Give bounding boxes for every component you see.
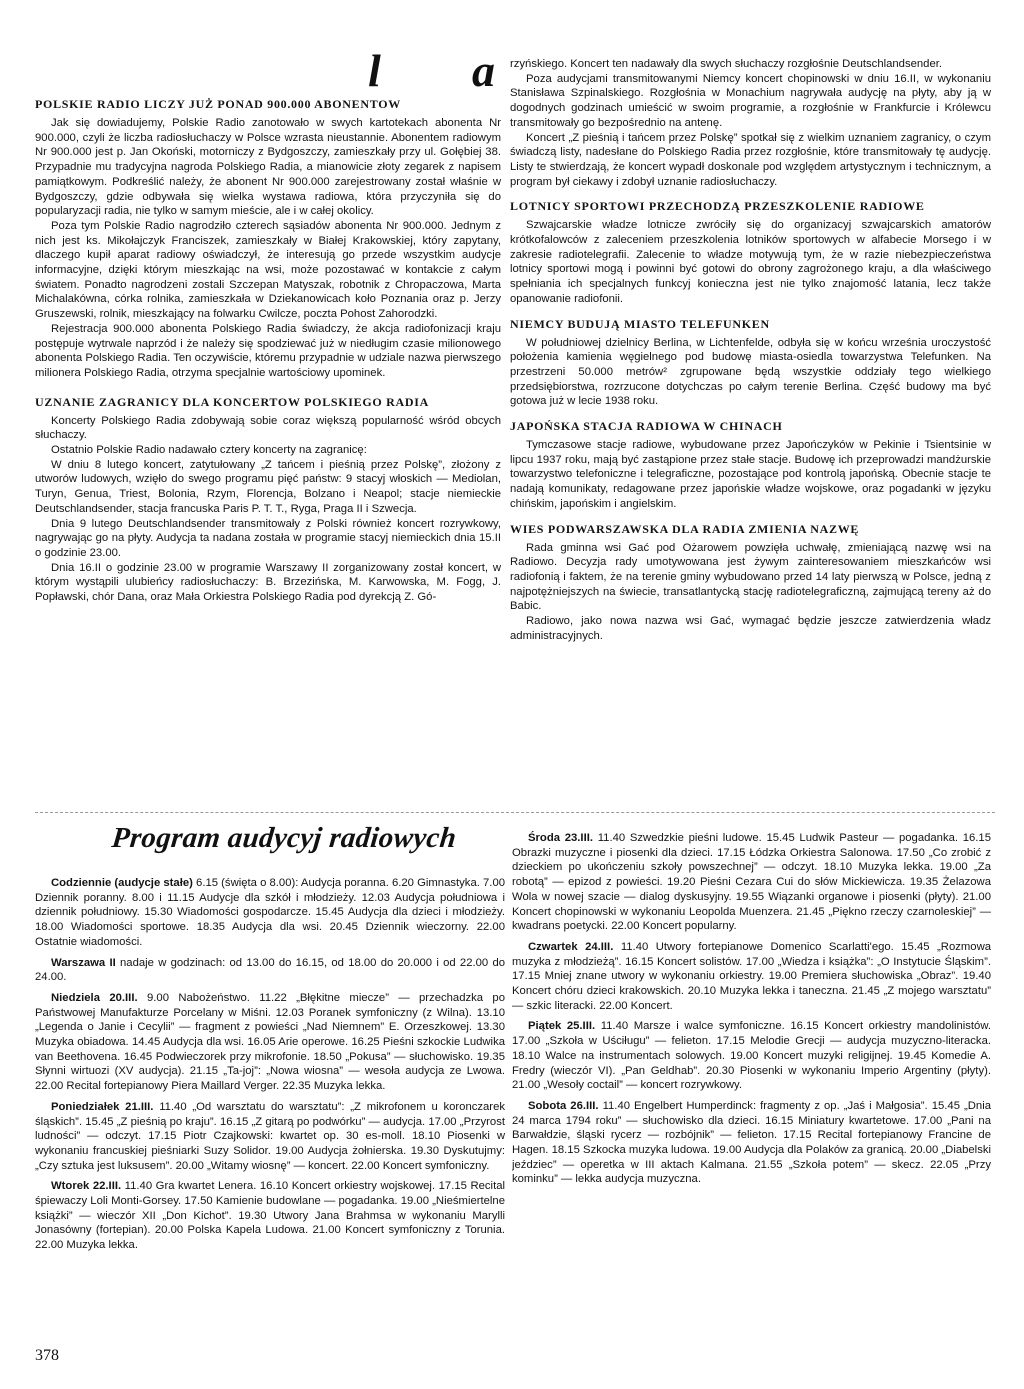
article-paragraph: W południowej dzielnicy Berlina, w Lichtenfelde, odbyła się w końcu września uroczystość położenia kamienia węgielnego pod budowę miasta-osiedla towarzystwa Telefunken. Na przestrzeni 50.000 metrów² zgrupowane będą wszystkie oddziały tego wielkiego przedsiębiorstwa, rozrzucone dotychczas po całym terenie Berlina. Część budowy ma być gotowa już w lecie 1938 roku. (510, 336, 991, 408)
program-entry-text: 9.00 Nabożeństwo. 11.22 „Błękitne miecze” — przechadzka po Państwowej Manufakturze Porcelany w Miśni. 12.03 Poranek symfoniczny (z Wilna). 13.10 „Legenda o Janie i Cecylii” — fragment z powieści „Nad Niemnem” E. Orzeszkowej. 13.30 Muzyka obiadowa. 14.45 Audycja dla wsi. 16.05 Arie operowe. 16.25 Pieśni szkockie Ludwika van Beethovena. 16.45 Podwieczorek przy mikrofonie. 18.50 „Pokusa” — słuchowisko. 19.35 Słynni wirtuozi (XV audycja). 21.15 „Ta-joj”: „Nowa wiosna” — wesoła audycja ze Lwowa. 22.00 Recital fortepianowy Piera Maillard Verger. 22.35 Muzyka lekka. (35, 991, 505, 1093)
program-entry-text: 11.40 Utwory fortepianowe Domenico Scarlatti'ego. 15.45 „Rozmowa muzyka z młodzieżą”. 16.15 Koncert solistów. 17.00 „Wiedza i książka”: „O Instytucie Śląskim”. 17.15 Mniej znane utwory w wykonaniu orkiestry. 19.00 Premiera słuchowiska „Obraz”. 19.40 Koncert chóru dzieci krakowskich. 20.10 Muzyka lekka i taneczna. 21.45 „Z mojego warsztatu” — szkic literacki. 22.00 Koncert. (512, 940, 991, 1012)
news-column-left (35, 97, 501, 805)
article-continuation: rzyńskiego. Koncert ten nadawały dla swych słuchaczy rozgłośnie Deutschlandsender. (510, 58, 943, 70)
program-entry-text: 11.40 Engelbert Humperdinck: fragmenty z op. „Jaś i Małgosia”. 15.45 „Dnia 24 marca 1794 roku” — słuchowisko dla dzieci. 16.15 Miniatury kwartetowe. 17.00 „Pani na Barwałdzie, śląski rycerz — rozbójnik” — felieton. 17.15 Recital fortepianowy Francine de Hagen. 18.15 Szkocka muzyka ludowa. 19.00 Audycja dla Polaków za granicą. 20.00 „Diabelski jeździec” — operetka w III aktach Kalmana. 21.55 „Szkoła potem” — skecz. 22.05 „Przy kominku” — lekka audycja muzyczna. (512, 1099, 991, 1186)
article-paragraph: Poza audycjami transmitowanymi Niemcy koncert chopinowski w dniu 16.II, w wykonaniu Stanisława Szpinalskiego. Rozgłośnia w Monachium nagrywała audycję na płyty, aby ją w dogodnych godzinach umieścić w swoim programie, a rozgłośnie w Frankfurcie i Królewcu transmitowały go bezpośrednio na antenę. (510, 72, 991, 129)
program-entry (512, 831, 991, 934)
program-entry (512, 940, 991, 1014)
article-heading: JAPOŃSKA STACJA RADIOWA W CHINACH (510, 419, 783, 434)
program-entry-day: Czwartek 24.III. (528, 940, 614, 953)
program-entry (35, 956, 505, 985)
article-paragraph: Poza tym Polskie Radio nagrodziło czterech sąsiadów abonenta Nr 900.000. Jednym z nich jest ks. Mikołajczyk Franciszek, zamieszkały w Białej Krakowskiej, który zapytany, dlaczego kupił aparat radiowy oświadczył, że interesują go przede wszystkim audycje informacyjne, dzięki którym mieszkając na wsi, może pozostawać w kontakcie z całym światem. Ponadto nagrodzeni zostali Szczepan Matyszak, robotnik z Chropaczowa, Marta Michalakówna, córka rolnika, zamieszkała w Dziekanowicach koło Poznania oraz p. Jerzy Gruszewski, rolnik, mieszkający na folwarku Cwilcze, poczta Pohost Zahorodzki. (35, 219, 501, 321)
section-divider (35, 812, 995, 813)
article-paragraph: Dnia 16.II o godzinie 23.00 w programie Warszawy II zorganizowany został koncert, w którym wystąpili ulubieńcy radiosłuchaczy: B. Brzezińska, M. Karwowska, M. Fogg, J. Popławski, chór Dana, oraz Mała Orkiestra Polskiego Radia pod dyrekcją Z. Gó- (35, 561, 501, 604)
program-entry-day: Sobota 26.III. (528, 1099, 599, 1112)
program-entry-day: Poniedziałek 21.III. (51, 1100, 154, 1113)
article-heading: WIES PODWARSZAWSKA DLA RADIA ZMIENIA NAZWĘ (510, 521, 860, 536)
program-entry-day: Warszawa II (51, 956, 116, 969)
article-paragraph: Radiowo, jako nowa nazwa wsi Gać, wymagać będzie jeszcze zatwierdzenia władz administracyjnych. (510, 615, 991, 642)
program-column-right (512, 831, 991, 1328)
program-entry (35, 1179, 505, 1253)
program-entry-text: 11.40 Szwedzkie pieśni ludowe. 15.45 Ludwik Pasteur — pogadanka. 16.15 Obrazki muzyczne i piosenki dla dzieci. 17.15 Łódzka Orkiestra Salonowa. 17.50 „Co zrobić z dzieckiem po ukończeniu szkoły powszechnej” — odczyt. 18.10 Muzyka lekka. 19.00 „Za robotą” — epizod z powieści. 19.20 Pieśni Cezara Cui do słów Mickiewicza. 19.35 Żelazowa Wola w nowej szacie — dialog dyskusyjny. 19.55 Wiązanki organowe i piosenki (płyty). 21.00 Koncert chopinowski w wykonaniu Leopolda Muenzera. 21.45 „Piękno rzeczy czarnoleskiej” — kwadrans poetycki. 22.00 Koncert popularny. (512, 832, 991, 933)
article-paragraph: Ostatnio Polskie Radio nadawało cztery koncerty na zagranicę: (51, 444, 367, 457)
program-entry-day: Niedziela 20.III. (51, 991, 138, 1004)
header-fragment-right: a (472, 45, 495, 96)
header-fragment-left: l (368, 45, 381, 96)
program-entry-text: 11.40 „Od warsztatu do warsztatu”: „Z mikrofonem u koronczarek śląskich”. 15.45 „Z pieśnią po kraju”. 16.15 „Z gitarą po podwórku” — audycja. 17.00 „Przyrost ludności” — odczyt. 17.15 Piotr Czajkowski: kwartet op. 30 es-moll. 18.10 Piosenki w wykonaniu francuskiej pieśniarki Suzy Solidor. 19.00 Audycja żołnierska. 19.30 Dyskutujmy: „Czy sztuka jest luksusem”. 20.00 „Witamy wiosnę” — koncert. 22.00 Koncert symfoniczny. (35, 1100, 505, 1172)
news-column-right (510, 57, 991, 805)
program-entry-day: Środa 23.III. (528, 832, 593, 844)
program-entry-day: Piątek 25.III. (528, 1020, 596, 1033)
program-entry-day: Codziennie (audycje stałe) (51, 877, 193, 889)
article-paragraph: Tymczasowe stacje radiowe, wybudowane przez Japończyków w Pekinie i Tsientsinie w lipcu 1937 roku, mają być zastąpione przez stałe stacje. Budowę ich przeprowadzi mandżurskie towarzystwo telefoniczne i telegraficzne, pozostające pod kontrolą japońską. Obecnie stacje te nadają komunikaty, redagowane przez japońskie władze wojskowe, oraz pogadanki w języku chińskim, japońskim i angielskim. (510, 439, 991, 510)
program-entry (35, 991, 505, 1094)
article-paragraph: Rada gminna wsi Gać pod Ożarowem powzięła uchwałę, zmieniającą nazwę wsi na Radiowo. Decyzja rady umotywowana jest żywym zainteresowaniem mieszkańców wsi radiofonią i faktem, że na terenie gminy wybudowano przed 14 laty pierwszą w Polsce, jedną z najpotężniejszych na świecie, transatlantycką stację radiotelegraficzną, zajmującą tereny aż do Babic. (510, 541, 991, 613)
program-column-left (35, 876, 505, 1328)
article-heading: UZNANIE ZAGRANICY DLA KONCERTOW POLSKIEGO RADIA (35, 394, 429, 409)
program-title: Program audycyj radiowych (110, 822, 458, 854)
program-entry (512, 1019, 991, 1093)
page-number: 378 (35, 1347, 59, 1364)
program-entry (35, 1100, 505, 1174)
article-heading: NIEMCY BUDUJĄ MIASTO TELEFUNKEN (510, 316, 770, 331)
program-entry-text: 11.40 Marsze i walce symfoniczne. 16.15 Koncert orkiestry mandolinistów. 17.00 „Szkoła w Uściługu” — felieton. 17.15 Melodie Grecji — audycja muzyczno-literacka. 18.10 Walce na instrumentach solowych. 19.00 Koncert muzyki religijnej. 19.45 Komedie A. Fredry (wieczór VI). „Pan Geldhab”. 20.30 Piosenki w wykonaniu Imperio Argentiny (płyty). 21.00 „Wesoły coctail” — koncert rozrywkowy. (512, 1020, 991, 1092)
program-entry (35, 876, 505, 950)
article-paragraph: Koncert „Z pieśnią i tańcem przez Polskę” spotkał się z wielkim uznaniem zagranicy, o czym świadczą listy, nadesłane do Polskiego Radia przez rozgłośnie, które transmitowały tę audycję. Listy te stwierdzają, że koncert wypadł doskonale pod względem artystycznym i technicznym, a program był ciekawy i zdobył uznanie radiosłuchaczy. (510, 131, 991, 188)
program-entry-text: 11.40 Gra kwartet Lenera. 16.10 Koncert orkiestry wojskowej. 17.15 Recital śpiewaczy Loli Monti-Gorsey. 17.50 Kamienie budowlane — pogadanka. 19.00 „Nieśmiertelne książki” — wieczór XII „Don Kichot”. 19.30 Utwory Jana Brahmsa w wykonaniu Marylli Jonasówny (fortepian). 20.00 Polska Kapela Ludowa. 21.00 Koncert symfoniczny z Torunia. 22.00 Muzyka lekka. (35, 1180, 505, 1252)
program-entry (512, 1099, 991, 1187)
article-paragraph: Rejestracja 900.000 abonenta Polskiego Radia świadczy, że akcja radiofonizacji kraju postępuje wytrwale naprzód i że należy się spodziewać już w niedługim czasie milionowego abonenta Polskiego Radia. Ten oczywiście, któremu przypadnie w udziale nazwa pierwszego milionera Polskiego Radia, otrzyma specjalnie wartościowy upominek. (35, 322, 501, 379)
article-paragraph: Szwajcarskie władze lotnicze zwróciły się do organizacyj szwajcarskich amatorów krótkofalowców z zaleceniem przeszkolenia lotników sportowych w alfabecie Morsego i w zakresie radiotelegrafii. Zalecenie to władze motywują tym, że w razie niebezpieczeństwa lotnicy sportowi mogą i powinni być gotowi do obrony zagrożonego kraju, a dla właściwego spełniania ich specjalnych funkcyj konieczna jest nie tylko znajomość latania, lecz także opanowanie radiofonii. (510, 219, 991, 305)
article-paragraph: Jak się dowiadujemy, Polskie Radio zanotowało w swych kartotekach abonenta Nr 900.000, czyli że liczba radiosłuchaczy w Polsce wzrasta nieustannie. Abonentem radiowym Nr 900.000 jest p. Jan Okoński, motorniczy z Bydgoszczy, zamieszkały przy ul. Gołębiej 38. Przypadnie mu tradycyjna nagroda Polskiego Radia, a mianowicie złoty zegarek z napisem pamiątkowym. Podkreślić należy, że abonent Nr 900.000 zarejestrowany został właśnie w Bydgoszczy, gdzie odbywała się wielka wystawa radiowa, która przyczyniła się do popularyzacji radia, nie tylko w samym mieście, ale i w całej okolicy. (35, 117, 501, 218)
article-heading: POLSKIE RADIO LICZY JUŻ PONAD 900.000 ABONENTOW (35, 97, 401, 111)
article-paragraph: Dnia 9 lutego Deutschlandsender transmitowały z Polski również koncert rozrywkowy, nagrywając go na płyty. Audycja ta nadana została w programie stacyj niemieckich dnia 15.II o godzinie 23.00. (35, 517, 501, 559)
article-heading: LOTNICY SPORTOWI PRZECHODZĄ PRZESZKOLENIE RADIOWE (510, 199, 925, 214)
program-entry-day: Wtorek 22.III. (51, 1180, 122, 1193)
article-paragraph: Koncerty Polskiego Radia zdobywają sobie coraz większą popularność wśród obcych słuchaczy. (35, 414, 501, 442)
program-entry-text: nadaje w godzinach: od 13.00 do 16.15, od 18.00 do 20.000 i od 22.00 do 24.00. (35, 956, 505, 984)
article-paragraph: W dniu 8 lutego koncert, zatytułowany „Z tańcem i pieśnią przez Polskę”, złożony z utworów ludowych, wzięło do swego programu pięć państw: 9 stacyj włoskich — Mediolan, Turyn, Genua, Triest, Bolonia, Rzym, Florencja, Bolzano i Neapol; stacje niemieckie Deutschlandsender, stacja francuska Paris P. T. T., Ryga, Praga II i Szwecja. (35, 458, 501, 515)
program-entry-text: 6.15 (święta o 8.00): Audycja poranna. 6.20 Gimnastyka. 7.00 Dziennik poranny. 8.00 i 11.15 Audycje dla szkół i młodzieży. 12.03 Audycja południowa i dziennik południowy. 15.30 Wiadomości gospodarcze. 15.45 Audycja dla dzieci i młodzieży. 18.00 Wiadomości sportowe. 18.35 Audycja dla wsi. 20.45 Dziennik wieczorny. 22.00 Ostatnie wiadomości. (35, 877, 505, 948)
